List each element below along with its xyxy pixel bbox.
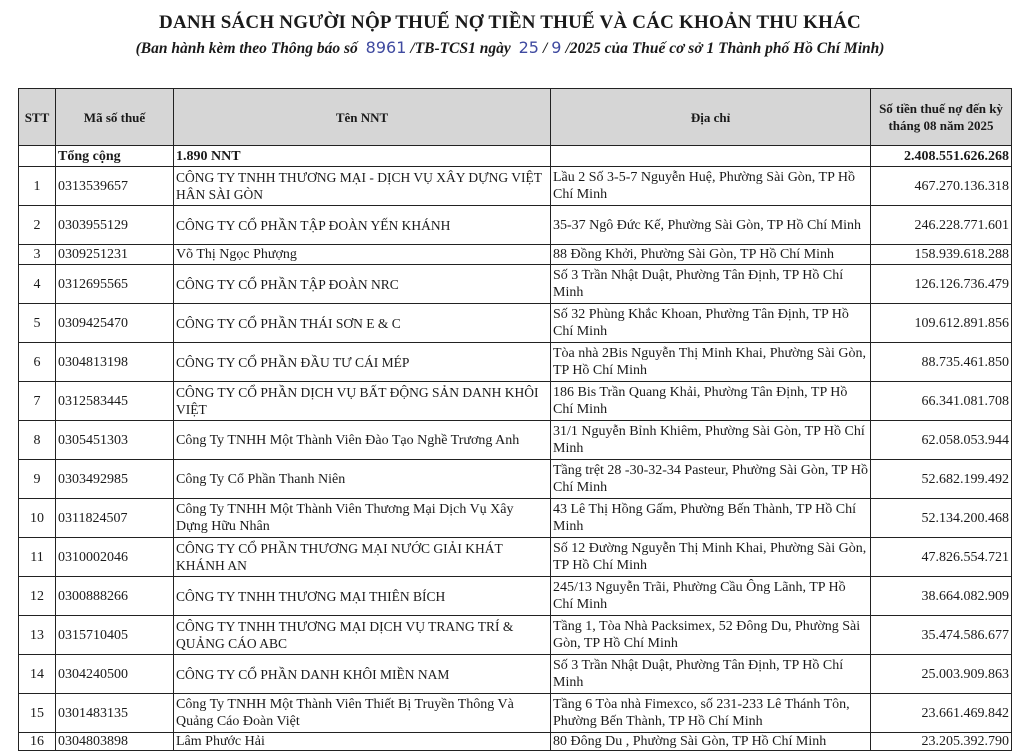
row-amount: 23.205.392.790 [871, 733, 1012, 751]
row-amount: 23.661.469.842 [871, 694, 1012, 733]
table-row [19, 343, 1012, 382]
subtitle-prefix: (Ban hành kèm theo Thông báo số [135, 40, 358, 57]
row-amount: 126.126.736.479 [871, 265, 1012, 304]
row-amount: 66.341.081.708 [871, 382, 1012, 421]
col-header-stt: STT [19, 89, 56, 146]
row-tax-code: 0310002046 [56, 538, 174, 577]
row-name: Lâm Phước Hải [174, 733, 551, 751]
table-row [19, 382, 1012, 421]
row-amount: 52.134.200.468 [871, 499, 1012, 538]
row-tax-code: 0300888266 [56, 577, 174, 616]
row-address: 186 Bis Trần Quang Khải, Phường Tân Định, TP Hồ Chí Minh [551, 382, 871, 421]
row-name: Võ Thị Ngọc Phượng [174, 245, 551, 265]
row-address: Tầng 6 Tòa nhà Fimexco, số 231-233 Lê Thánh Tôn, Phường Bến Thành, TP Hồ Chí Minh [551, 694, 871, 733]
row-amount: 52.682.199.492 [871, 460, 1012, 499]
table-row [19, 421, 1012, 460]
row-name: CÔNG TY CỔ PHẦN THƯƠNG MẠI NƯỚC GIẢI KHÁT KHÁNH AN [174, 538, 551, 577]
table-row [19, 733, 1012, 751]
row-stt: 2 [19, 206, 56, 245]
row-amount: 246.228.771.601 [871, 206, 1012, 245]
row-tax-code: 0309251231 [56, 245, 174, 265]
row-stt: 6 [19, 343, 56, 382]
subtitle-suffix: /2025 của Thuế cơ sở 1 Thành phố Hồ Chí Minh) [565, 40, 885, 57]
row-amount: 47.826.554.721 [871, 538, 1012, 577]
row-stt: 13 [19, 616, 56, 655]
row-stt: 10 [19, 499, 56, 538]
row-address: Tầng trệt 28 -30-32-34 Pasteur, Phường Sài Gòn, TP Hồ Chí Minh [551, 460, 871, 499]
total-count: 1.890 NNT [174, 146, 551, 167]
total-label: Tổng cộng [56, 146, 174, 167]
row-name: CÔNG TY CỔ PHẦN ĐẦU TƯ CÁI MÉP [174, 343, 551, 382]
row-address: 245/13 Nguyễn Trãi, Phường Cầu Ông Lãnh, TP Hồ Chí Minh [551, 577, 871, 616]
table-row [19, 616, 1012, 655]
date-slash: / [542, 40, 548, 57]
row-address: 88 Đồng Khởi, Phường Sài Gòn, TP Hồ Chí Minh [551, 245, 871, 265]
row-name: Công Ty TNHH Một Thành Viên Đào Tạo Nghề Trương Anh [174, 421, 551, 460]
row-tax-code: 0311824507 [56, 499, 174, 538]
row-tax-code: 0303955129 [56, 206, 174, 245]
row-address: Tòa nhà 2Bis Nguyễn Thị Minh Khai, Phường Sài Gòn, TP Hồ Chí Minh [551, 343, 871, 382]
row-name: Công Ty TNHH Một Thành Viên Thiết Bị Truyền Thông Và Quảng Cáo Đoàn Việt [174, 694, 551, 733]
table-row [19, 304, 1012, 343]
row-amount: 109.612.891.856 [871, 304, 1012, 343]
row-name: CÔNG TY CỔ PHẦN TẬP ĐOÀN NRC [174, 265, 551, 304]
notice-month: 9 [551, 38, 562, 57]
col-header-amount: Số tiền thuế nợ đến kỳ tháng 08 năm 2025 [871, 89, 1012, 146]
row-amount: 467.270.136.318 [871, 167, 1012, 206]
table-row [19, 245, 1012, 265]
notice-day: 25 [518, 38, 539, 57]
row-address: 80 Đông Du , Phường Sài Gòn, TP Hồ Chí Minh [551, 733, 871, 751]
page-title: DANH SÁCH NGƯỜI NỘP THUẾ NỢ TIỀN THUẾ VÀ CÁC KHOẢN THU KHÁC [159, 12, 861, 33]
row-address: 31/1 Nguyễn Bỉnh Khiêm, Phường Sài Gòn, TP Hồ Chí Minh [551, 421, 871, 460]
row-tax-code: 0309425470 [56, 304, 174, 343]
row-tax-code: 0304813198 [56, 343, 174, 382]
row-address: 43 Lê Thị Hồng Gấm, Phường Bến Thành, TP Hồ Chí Minh [551, 499, 871, 538]
table-row [19, 499, 1012, 538]
row-name: CÔNG TY CỔ PHẦN TẬP ĐOÀN YẾN KHÁNH [174, 206, 551, 245]
total-stt [19, 146, 56, 167]
row-name: Công Ty Cổ Phần Thanh Niên [174, 460, 551, 499]
table-row [19, 538, 1012, 577]
table-row [19, 577, 1012, 616]
row-address: 35-37 Ngô Đức Kế, Phường Sài Gòn, TP Hồ Chí Minh [551, 206, 871, 245]
table-row [19, 265, 1012, 304]
col-header-address: Địa chỉ [551, 89, 871, 146]
row-stt: 5 [19, 304, 56, 343]
row-stt: 11 [19, 538, 56, 577]
row-address: Số 12 Đường Nguyễn Thị Minh Khai, Phường Sài Gòn, TP Hồ Chí Minh [551, 538, 871, 577]
total-row [19, 146, 1012, 167]
row-amount: 35.474.586.677 [871, 616, 1012, 655]
table-row [19, 655, 1012, 694]
row-stt: 4 [19, 265, 56, 304]
page-subtitle [0, 38, 1020, 58]
row-tax-code: 0315710405 [56, 616, 174, 655]
row-tax-code: 0312583445 [56, 382, 174, 421]
table-header-row [19, 89, 1012, 146]
tax-debtor-table [18, 88, 1012, 751]
row-tax-code: 0304803898 [56, 733, 174, 751]
subtitle-mid: /TB-TCS1 ngày [410, 40, 511, 57]
row-tax-code: 0305451303 [56, 421, 174, 460]
row-name: CÔNG TY TNHH THƯƠNG MẠI THIÊN BÍCH [174, 577, 551, 616]
row-stt: 8 [19, 421, 56, 460]
row-tax-code: 0301483135 [56, 694, 174, 733]
row-tax-code: 0313539657 [56, 167, 174, 206]
row-address: Tầng 1, Tòa Nhà Packsimex, 52 Đông Du, Phường Sài Gòn, TP Hồ Chí Minh [551, 616, 871, 655]
row-name: CÔNG TY TNHH THƯƠNG MẠI - DỊCH VỤ XÂY DỰNG VIỆT HÂN SÀI GÒN [174, 167, 551, 206]
row-address: Số 3 Trần Nhật Duật, Phường Tân Định, TP Hồ Chí Minh [551, 265, 871, 304]
row-stt: 9 [19, 460, 56, 499]
row-stt: 15 [19, 694, 56, 733]
row-tax-code: 0303492985 [56, 460, 174, 499]
row-name: CÔNG TY CỔ PHẦN DANH KHÔI MIỀN NAM [174, 655, 551, 694]
row-stt: 12 [19, 577, 56, 616]
row-stt: 3 [19, 245, 56, 265]
table-row [19, 167, 1012, 206]
col-header-tax-code: Mã số thuế [56, 89, 174, 146]
row-name: CÔNG TY CỔ PHẦN DỊCH VỤ BẤT ĐỘNG SẢN DANH KHÔI VIỆT [174, 382, 551, 421]
row-name: CÔNG TY TNHH THƯƠNG MẠI DỊCH VỤ TRANG TRÍ & QUẢNG CÁO ABC [174, 616, 551, 655]
row-name: Công Ty TNHH Một Thành Viên Thương Mại Dịch Vụ Xây Dựng Hữu Nhân [174, 499, 551, 538]
row-stt: 1 [19, 167, 56, 206]
row-amount: 88.735.461.850 [871, 343, 1012, 382]
row-address: Số 32 Phùng Khắc Khoan, Phường Tân Định, TP Hồ Chí Minh [551, 304, 871, 343]
row-address: Số 3 Trần Nhật Duật, Phường Tân Định, TP Hồ Chí Minh [551, 655, 871, 694]
row-amount: 158.939.618.288 [871, 245, 1012, 265]
row-address: Lầu 2 Số 3-5-7 Nguyễn Huệ, Phường Sài Gòn, TP Hồ Chí Minh [551, 167, 871, 206]
row-tax-code: 0304240500 [56, 655, 174, 694]
table-row [19, 206, 1012, 245]
row-tax-code: 0312695565 [56, 265, 174, 304]
total-address [551, 146, 871, 167]
table-row [19, 460, 1012, 499]
notice-number: 8961 [365, 38, 407, 57]
row-name: CÔNG TY CỔ PHẦN THÁI SƠN E & C [174, 304, 551, 343]
row-stt: 7 [19, 382, 56, 421]
row-amount: 62.058.053.944 [871, 421, 1012, 460]
row-stt: 14 [19, 655, 56, 694]
total-amount: 2.408.551.626.268 [871, 146, 1012, 167]
row-amount: 38.664.082.909 [871, 577, 1012, 616]
table-row [19, 694, 1012, 733]
row-stt: 16 [19, 733, 56, 751]
col-header-name: Tên NNT [174, 89, 551, 146]
row-amount: 25.003.909.863 [871, 655, 1012, 694]
